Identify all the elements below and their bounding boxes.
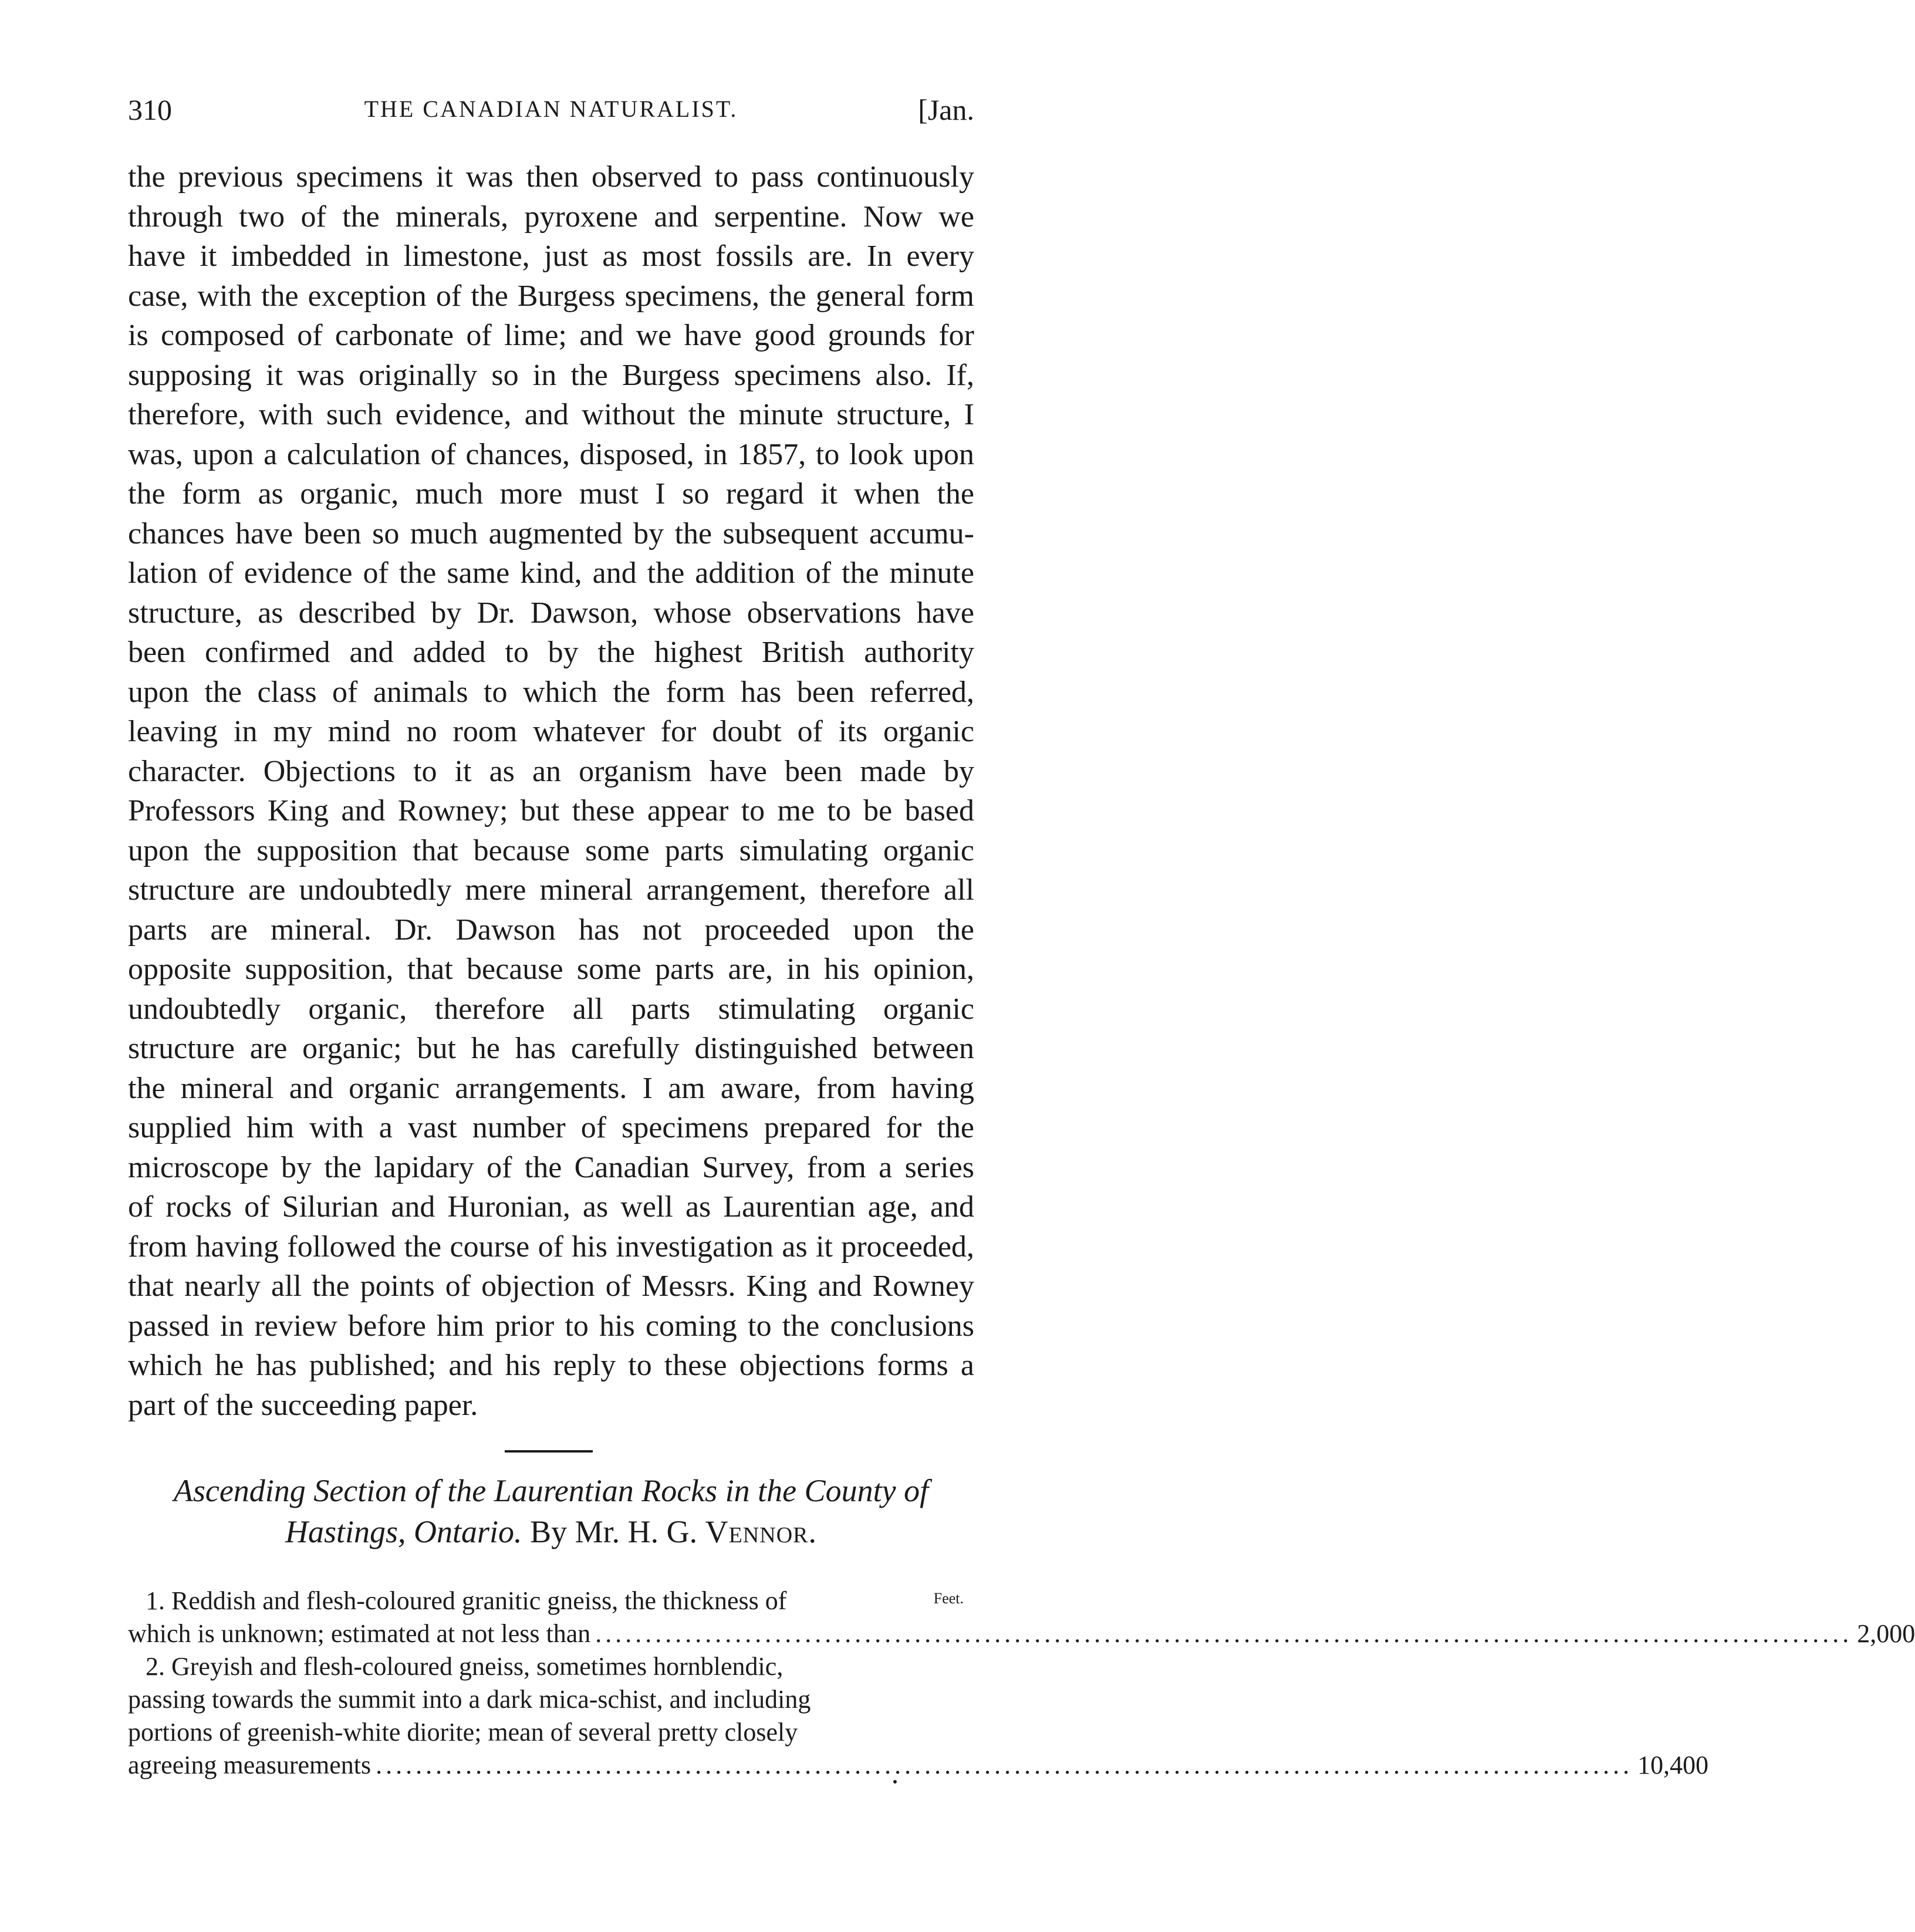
entry-2-line-1: 2. Greyish and flesh-coloured gneiss, sometimes hornblendic, (146, 1652, 783, 1681)
section-title-line-1: Ascending Section of the Laurentian Rocks in the County of (173, 1473, 929, 1508)
entry-1-line-2 (128, 1617, 1915, 1650)
body-line: structure are organic; but he has carefully distinguished between (128, 1032, 974, 1065)
entry-2-thickness: 10,400 (1637, 1751, 1709, 1779)
entry-2-text-4: agreeing measurements (128, 1751, 371, 1779)
body-line: microscope by the lapidary of the Canadian Survey, from a series (128, 1150, 974, 1184)
section-author: Vennor. (705, 1514, 817, 1549)
entry-1-thickness: 2,000 (1857, 1619, 1915, 1648)
page-number: 310 (128, 93, 172, 126)
body-line: the previous specimens it was then observed to pass continuously (128, 160, 974, 194)
body-line: case, with the exception of the Burgess specimens, the general form (128, 279, 974, 313)
section-title-place: Hastings, Ontario. (285, 1514, 522, 1549)
body-line: which he has published; and his reply to these objections forms a (128, 1349, 974, 1382)
section-divider (505, 1450, 593, 1453)
body-line: that nearly all the points of objection of Messrs. King and Rowney (128, 1269, 974, 1303)
body-line: opposite supposition, that because some parts are, in his opinion, (128, 953, 974, 986)
dot-leader: .............................................................................................................................. (595, 1619, 1853, 1648)
body-line: therefore, with such evidence, and without the minute structure, I (128, 398, 974, 431)
running-title: THE CANADIAN NATURALIST. (364, 96, 738, 122)
feet-column-label: Feet. (933, 1590, 964, 1607)
entry-1-line-1 (128, 1585, 974, 1617)
body-line: supplied him with a vast number of specimens prepared for the (128, 1111, 974, 1144)
body-line: undoubtedly organic, therefore all parts stimulating organic (128, 992, 974, 1026)
body-line: chances have been so much augmented by the subsequent accumu- (128, 516, 974, 550)
body-line: of rocks of Silurian and Huronian, as well as Laurentian age, and (128, 1190, 974, 1224)
issue-label: [Jan. (918, 93, 974, 126)
section-entries (128, 1585, 1915, 1782)
body-line: parts are mineral. Dr. Dawson has not proceeded upon the (128, 913, 974, 947)
entry-2-line-4 (128, 1749, 1709, 1782)
body-line: the mineral and organic arrangements. I am aware, from having (128, 1071, 974, 1105)
body-line: upon the supposition that because some parts simulating organic (128, 833, 974, 867)
body-line: structure are undoubtedly mere mineral arrangement, therefore all (128, 873, 974, 907)
body-line: have it imbedded in limestone, just as most fossils are. In every (128, 239, 974, 273)
section-heading (128, 1470, 974, 1552)
print-speck (893, 1780, 897, 1784)
body-line: Professors King and Rowney; but these appear to me to be based (128, 794, 974, 827)
body-line: character. Objections to it as an organism have been made by (128, 754, 974, 788)
body-line: passed in review before him prior to his coming to the conclusions (128, 1309, 974, 1343)
body-line: leaving in my mind no room whatever for doubt of its organic (128, 715, 974, 748)
body-line: lation of evidence of the same kind, and the addition of the minute (128, 556, 974, 590)
body-line: through two of the minerals, pyroxene and serpentine. Now we (128, 200, 974, 234)
body-line: is composed of carbonate of lime; and we have good grounds for (128, 319, 974, 352)
entry-1-text-2: which is unknown; estimated at not less than (128, 1619, 591, 1648)
body-paragraph (128, 157, 974, 1425)
body-line: was, upon a calculation of chances, disposed, in 1857, to look upon (128, 437, 974, 471)
body-line: structure, as described by Dr. Dawson, whose observations have (128, 596, 974, 630)
entry-1-text-1: 1. Reddish and flesh-coloured granitic gneiss, the thickness of (146, 1586, 787, 1615)
running-header (128, 93, 974, 134)
body-line: upon the class of animals to which the form has been referred, (128, 675, 974, 709)
body-line: supposing it was originally so in the Burgess specimens also. If, (128, 358, 974, 392)
entry-2-line-3: portions of greenish-white diorite; mean of several pretty closely (128, 1718, 798, 1747)
body-line: from having followed the course of his investigation as it proceeded, (128, 1230, 974, 1264)
body-line: been confirmed and added to by the highest British authority (128, 636, 974, 669)
section-byline: By Mr. H. G. (530, 1514, 698, 1549)
entry-2-line-2: passing towards the summit into a dark mica-schist, and including (128, 1685, 811, 1714)
dot-leader: .............................................................................................................................. (376, 1751, 1633, 1779)
body-line-last: part of the succeeding paper. (128, 1388, 478, 1422)
body-line: the form as organic, much more must I so regard it when the (128, 477, 974, 511)
